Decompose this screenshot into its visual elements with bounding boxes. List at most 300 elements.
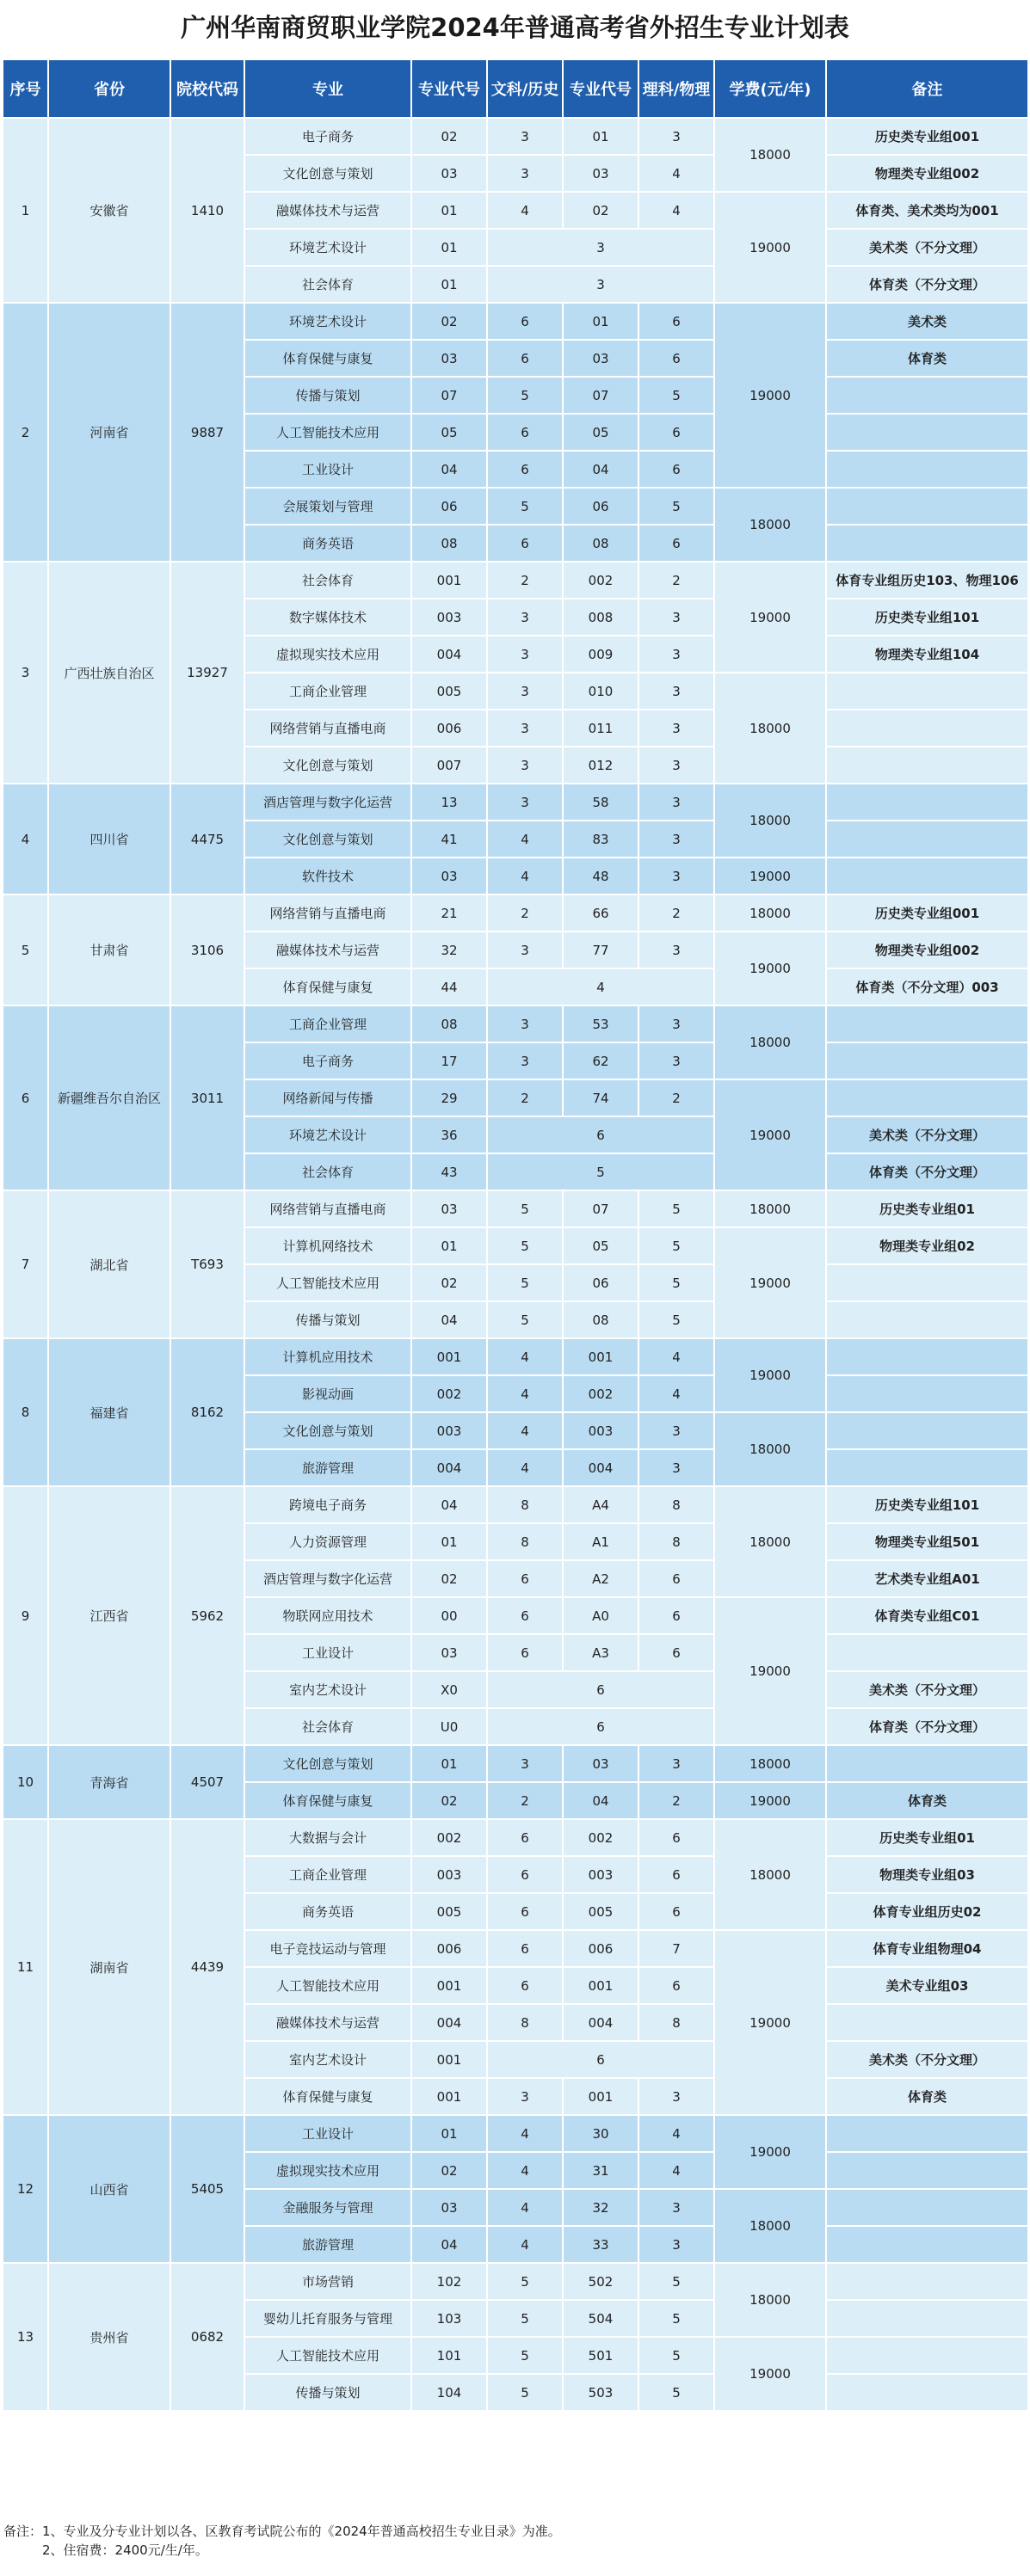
history-plan-cell: 4: [487, 2226, 563, 2263]
history-plan-cell: 3: [487, 784, 563, 821]
history-plan-cell: 6: [487, 1819, 563, 1856]
history-plan-cell: 3: [487, 673, 563, 710]
school-code-cell: 4439: [170, 1819, 244, 2115]
tuition-cell: 18000: [714, 1486, 826, 1597]
major-code-cell: 04: [411, 1486, 487, 1523]
plan-code-cell: 502: [563, 2263, 638, 2300]
major-cell: 人工智能技术应用: [244, 1967, 411, 2004]
note-cell: [826, 858, 1028, 895]
tuition-cell: 19000: [714, 1782, 826, 1819]
note-cell: [826, 1338, 1028, 1375]
physics-plan-cell: 2: [638, 895, 714, 931]
major-cell: 体育保健与康复: [244, 2078, 411, 2115]
major-cell: 计算机网络技术: [244, 1227, 411, 1264]
tuition-cell: 19000: [714, 1338, 826, 1412]
major-cell: 电子竞技运动与管理: [244, 1930, 411, 1967]
note-cell: 体育类（不分文理）003: [826, 968, 1028, 1005]
province-cell: 湖北省: [48, 1190, 170, 1338]
note-cell: 历史类专业组01: [826, 1190, 1028, 1227]
history-plan-cell: 6: [487, 1930, 563, 1967]
physics-plan-cell: 4: [638, 155, 714, 192]
major-code-cell: 005: [411, 673, 487, 710]
history-plan-cell: 5: [487, 1227, 563, 1264]
major-cell: 旅游管理: [244, 1449, 411, 1486]
plan-code-cell: 501: [563, 2337, 638, 2374]
plan-code-cell: 010: [563, 673, 638, 710]
major-cell: 社会体育: [244, 1153, 411, 1190]
history-plan-cell: 4: [487, 2152, 563, 2189]
seq-cell: 7: [3, 1190, 48, 1338]
major-code-cell: 101: [411, 2337, 487, 2374]
table-row: [3, 303, 1028, 340]
physics-plan-cell: 6: [638, 1967, 714, 2004]
table-row: [3, 784, 1028, 821]
major-code-cell: 43: [411, 1153, 487, 1190]
tuition-cell: 19000: [714, 1079, 826, 1190]
plan-code-cell: 004: [563, 1449, 638, 1486]
history-plan-cell: 3: [487, 155, 563, 192]
plan-code-cell: 03: [563, 1745, 638, 1782]
major-cell: 婴幼儿托育服务与管理: [244, 2300, 411, 2337]
major-code-cell: 03: [411, 1190, 487, 1227]
note-cell: [826, 488, 1028, 525]
combined-plan-cell: 5: [487, 1153, 714, 1190]
school-code-cell: 4507: [170, 1745, 244, 1819]
major-code-cell: 08: [411, 1005, 487, 1042]
major-code-cell: 41: [411, 821, 487, 858]
major-cell: 工商企业管理: [244, 1856, 411, 1893]
plan-code-cell: 58: [563, 784, 638, 821]
major-cell: 旅游管理: [244, 2226, 411, 2263]
plan-code-cell: 001: [563, 1338, 638, 1375]
note-cell: 历史类专业组101: [826, 1486, 1028, 1523]
plan-code-cell: 006: [563, 1930, 638, 1967]
tuition-cell: 19000: [714, 303, 826, 488]
plan-code-cell: 53: [563, 1005, 638, 1042]
major-cell: 计算机应用技术: [244, 1338, 411, 1375]
major-cell: 网络新闻与传播: [244, 1079, 411, 1116]
physics-plan-cell: 5: [638, 488, 714, 525]
note-cell: 物理类专业组02: [826, 1227, 1028, 1264]
plan-code-cell: 005: [563, 1893, 638, 1930]
tuition-cell: 18000: [714, 673, 826, 784]
plan-code-cell: 06: [563, 1264, 638, 1301]
plan-code-cell: 31: [563, 2152, 638, 2189]
plan-code-cell: A1: [563, 1523, 638, 1560]
major-cell: 体育保健与康复: [244, 1782, 411, 1819]
plan-code-cell: 003: [563, 1412, 638, 1449]
major-code-cell: 05: [411, 414, 487, 451]
note-cell: [826, 1634, 1028, 1671]
school-code-cell: 5962: [170, 1486, 244, 1745]
table-body: [3, 118, 1028, 2411]
note-cell: [826, 1375, 1028, 1412]
history-plan-cell: 5: [487, 377, 563, 414]
major-cell: 影视动画: [244, 1375, 411, 1412]
province-cell: 湖南省: [48, 1819, 170, 2115]
major-cell: 融媒体技术与运营: [244, 931, 411, 968]
note-cell: 历史类专业组001: [826, 895, 1028, 931]
plan-code-cell: 83: [563, 821, 638, 858]
header-school-code: 院校代码: [170, 59, 244, 118]
note-cell: 体育类: [826, 1782, 1028, 1819]
major-code-cell: 02: [411, 118, 487, 155]
major-code-cell: 004: [411, 636, 487, 673]
plan-code-cell: 62: [563, 1042, 638, 1079]
province-cell: 福建省: [48, 1338, 170, 1486]
plan-code-cell: 07: [563, 377, 638, 414]
physics-plan-cell: 5: [638, 1301, 714, 1338]
plan-code-cell: 03: [563, 340, 638, 377]
note-cell: [826, 1264, 1028, 1301]
plan-code-cell: 08: [563, 525, 638, 562]
physics-plan-cell: 3: [638, 1005, 714, 1042]
combined-plan-cell: 3: [487, 266, 714, 303]
history-plan-cell: 6: [487, 303, 563, 340]
tuition-cell: 19000: [714, 858, 826, 895]
major-cell: 数字媒体技术: [244, 599, 411, 636]
table-row: [3, 2263, 1028, 2300]
history-plan-cell: 3: [487, 2078, 563, 2115]
header-seq: 序号: [3, 59, 48, 118]
history-plan-cell: 4: [487, 2189, 563, 2226]
physics-plan-cell: 8: [638, 1523, 714, 1560]
major-cell: 商务英语: [244, 525, 411, 562]
school-code-cell: 5405: [170, 2115, 244, 2263]
header-physics-plan: 理科/物理: [638, 59, 714, 118]
table-row: [3, 562, 1028, 599]
note-cell: [826, 2152, 1028, 2189]
history-plan-cell: 5: [487, 1264, 563, 1301]
physics-plan-cell: 6: [638, 1856, 714, 1893]
major-code-cell: 01: [411, 1523, 487, 1560]
major-cell: 工业设计: [244, 451, 411, 488]
physics-plan-cell: 5: [638, 1227, 714, 1264]
major-cell: 人工智能技术应用: [244, 1264, 411, 1301]
table-row: [3, 2115, 1028, 2152]
school-code-cell: 3011: [170, 1005, 244, 1190]
plan-code-cell: 74: [563, 1079, 638, 1116]
major-cell: 电子商务: [244, 118, 411, 155]
tuition-cell: 18000: [714, 2263, 826, 2337]
seq-cell: 4: [3, 784, 48, 895]
history-plan-cell: 5: [487, 1190, 563, 1227]
tuition-cell: 19000: [714, 2337, 826, 2411]
major-code-cell: U0: [411, 1708, 487, 1745]
plan-code-cell: 011: [563, 710, 638, 747]
footnote-line-2: 2、住宿费：2400元/生/年。: [42, 2542, 208, 2558]
combined-plan-cell: 6: [487, 2041, 714, 2078]
province-cell: 河南省: [48, 303, 170, 562]
history-plan-cell: 5: [487, 2374, 563, 2411]
history-plan-cell: 5: [487, 2337, 563, 2374]
history-plan-cell: 2: [487, 562, 563, 599]
major-code-cell: 006: [411, 1930, 487, 1967]
history-plan-cell: 6: [487, 1856, 563, 1893]
history-plan-cell: 4: [487, 1449, 563, 1486]
major-code-cell: 005: [411, 1893, 487, 1930]
physics-plan-cell: 6: [638, 1893, 714, 1930]
history-plan-cell: 6: [487, 1560, 563, 1597]
enrollment-plan-table: [2, 58, 1029, 2412]
province-cell: 青海省: [48, 1745, 170, 1819]
major-code-cell: 01: [411, 266, 487, 303]
seq-cell: 9: [3, 1486, 48, 1745]
major-cell: 商务英语: [244, 1893, 411, 1930]
physics-plan-cell: 4: [638, 1338, 714, 1375]
physics-plan-cell: 5: [638, 2374, 714, 2411]
plan-code-cell: 05: [563, 414, 638, 451]
history-plan-cell: 4: [487, 192, 563, 229]
history-plan-cell: 4: [487, 1412, 563, 1449]
history-plan-cell: 3: [487, 710, 563, 747]
physics-plan-cell: 3: [638, 599, 714, 636]
plan-code-cell: 03: [563, 155, 638, 192]
table-row: [3, 118, 1028, 155]
school-code-cell: 3106: [170, 895, 244, 1005]
major-code-cell: 13: [411, 784, 487, 821]
major-code-cell: 44: [411, 968, 487, 1005]
school-code-cell: 0682: [170, 2263, 244, 2411]
note-cell: [826, 2226, 1028, 2263]
note-cell: 体育专业组历史02: [826, 1893, 1028, 1930]
major-code-cell: 001: [411, 2041, 487, 2078]
province-cell: 贵州省: [48, 2263, 170, 2411]
plan-code-cell: A2: [563, 1560, 638, 1597]
seq-cell: 13: [3, 2263, 48, 2411]
physics-plan-cell: 3: [638, 2189, 714, 2226]
major-code-cell: 02: [411, 1264, 487, 1301]
major-cell: 跨境电子商务: [244, 1486, 411, 1523]
physics-plan-cell: 4: [638, 2152, 714, 2189]
plan-code-cell: 503: [563, 2374, 638, 2411]
physics-plan-cell: 3: [638, 1412, 714, 1449]
major-cell: 网络营销与直播电商: [244, 710, 411, 747]
history-plan-cell: 3: [487, 1005, 563, 1042]
note-cell: [826, 1301, 1028, 1338]
school-code-cell: 9887: [170, 303, 244, 562]
plan-code-cell: 01: [563, 118, 638, 155]
table-row: [3, 1190, 1028, 1227]
table-row: [3, 1486, 1028, 1523]
province-cell: 甘肃省: [48, 895, 170, 1005]
header-row: [3, 59, 1028, 118]
major-cell: 体育保健与康复: [244, 968, 411, 1005]
plan-code-cell: 08: [563, 1301, 638, 1338]
major-cell: 金融服务与管理: [244, 2189, 411, 2226]
plan-code-cell: 30: [563, 2115, 638, 2152]
note-cell: 艺术类专业组A01: [826, 1560, 1028, 1597]
major-code-cell: 03: [411, 1634, 487, 1671]
physics-plan-cell: 2: [638, 1079, 714, 1116]
note-cell: [826, 2300, 1028, 2337]
major-code-cell: 36: [411, 1116, 487, 1153]
major-cell: 会展策划与管理: [244, 488, 411, 525]
history-plan-cell: 6: [487, 1597, 563, 1634]
physics-plan-cell: 6: [638, 1634, 714, 1671]
history-plan-cell: 8: [487, 2004, 563, 2041]
history-plan-cell: 2: [487, 1079, 563, 1116]
major-cell: 传播与策划: [244, 2374, 411, 2411]
physics-plan-cell: 3: [638, 1042, 714, 1079]
major-cell: 环境艺术设计: [244, 303, 411, 340]
header-history-plan: 文科/历史: [487, 59, 563, 118]
note-cell: [826, 2337, 1028, 2374]
province-cell: 江西省: [48, 1486, 170, 1745]
tuition-cell: 19000: [714, 1930, 826, 2115]
major-code-cell: 01: [411, 1745, 487, 1782]
tuition-cell: 18000: [714, 1412, 826, 1486]
plan-code-cell: 07: [563, 1190, 638, 1227]
history-plan-cell: 6: [487, 1893, 563, 1930]
plan-code-cell: 002: [563, 1375, 638, 1412]
seq-cell: 11: [3, 1819, 48, 2115]
plan-code-cell: 001: [563, 1967, 638, 2004]
seq-cell: 1: [3, 118, 48, 303]
seq-cell: 12: [3, 2115, 48, 2263]
major-cell: 社会体育: [244, 266, 411, 303]
major-cell: 人力资源管理: [244, 1523, 411, 1560]
tuition-cell: 19000: [714, 192, 826, 303]
history-plan-cell: 6: [487, 525, 563, 562]
province-cell: 安徽省: [48, 118, 170, 303]
major-cell: 电子商务: [244, 1042, 411, 1079]
major-cell: 软件技术: [244, 858, 411, 895]
major-code-cell: 102: [411, 2263, 487, 2300]
history-plan-cell: 6: [487, 1634, 563, 1671]
note-cell: 体育类: [826, 2078, 1028, 2115]
plan-code-cell: 66: [563, 895, 638, 931]
school-code-cell: 8162: [170, 1338, 244, 1486]
major-cell: 文化创意与策划: [244, 155, 411, 192]
major-code-cell: 06: [411, 488, 487, 525]
major-code-cell: 02: [411, 303, 487, 340]
major-code-cell: 01: [411, 192, 487, 229]
plan-code-cell: 004: [563, 2004, 638, 2041]
history-plan-cell: 5: [487, 2263, 563, 2300]
note-cell: [826, 673, 1028, 710]
history-plan-cell: 3: [487, 1042, 563, 1079]
combined-plan-cell: 3: [487, 229, 714, 266]
footnote-line-1: 备注：1、专业及分专业计划以各、区教育考试院公布的《2024年普通高校招生专业目录》为准。: [3, 2524, 561, 2539]
history-plan-cell: 4: [487, 1338, 563, 1375]
seq-cell: 2: [3, 303, 48, 562]
history-plan-cell: 3: [487, 747, 563, 784]
major-cell: 文化创意与策划: [244, 747, 411, 784]
major-code-cell: 07: [411, 377, 487, 414]
major-code-cell: 01: [411, 229, 487, 266]
note-cell: 美术类（不分文理）: [826, 2041, 1028, 2078]
major-cell: 社会体育: [244, 1708, 411, 1745]
history-plan-cell: 6: [487, 340, 563, 377]
note-cell: [826, 2115, 1028, 2152]
note-cell: 体育专业组物理04: [826, 1930, 1028, 1967]
major-code-cell: 04: [411, 1301, 487, 1338]
province-cell: 广西壮族自治区: [48, 562, 170, 784]
plan-code-cell: 009: [563, 636, 638, 673]
note-cell: [826, 1079, 1028, 1116]
history-plan-cell: 2: [487, 1782, 563, 1819]
tuition-cell: 19000: [714, 1597, 826, 1745]
combined-plan-cell: 6: [487, 1671, 714, 1708]
physics-plan-cell: 6: [638, 303, 714, 340]
header-province: 省份: [48, 59, 170, 118]
province-cell: 四川省: [48, 784, 170, 895]
plan-code-cell: A4: [563, 1486, 638, 1523]
major-cell: 社会体育: [244, 562, 411, 599]
seq-cell: 5: [3, 895, 48, 1005]
major-cell: 酒店管理与数字化运营: [244, 784, 411, 821]
physics-plan-cell: 3: [638, 931, 714, 968]
table-row: [3, 895, 1028, 931]
seq-cell: 3: [3, 562, 48, 784]
physics-plan-cell: 5: [638, 2300, 714, 2337]
note-cell: [826, 1005, 1028, 1042]
plan-code-cell: 002: [563, 1819, 638, 1856]
physics-plan-cell: 5: [638, 1264, 714, 1301]
tuition-cell: 19000: [714, 2115, 826, 2189]
major-code-cell: 01: [411, 2115, 487, 2152]
major-cell: 虚拟现实技术应用: [244, 636, 411, 673]
table-row: [3, 1338, 1028, 1375]
major-code-cell: 003: [411, 599, 487, 636]
note-cell: [826, 784, 1028, 821]
history-plan-cell: 8: [487, 1486, 563, 1523]
tuition-cell: 18000: [714, 488, 826, 562]
seq-cell: 6: [3, 1005, 48, 1190]
seq-cell: 8: [3, 1338, 48, 1486]
major-cell: 物联网应用技术: [244, 1597, 411, 1634]
major-cell: 人工智能技术应用: [244, 2337, 411, 2374]
physics-plan-cell: 3: [638, 858, 714, 895]
major-cell: 环境艺术设计: [244, 229, 411, 266]
major-code-cell: 29: [411, 1079, 487, 1116]
history-plan-cell: 3: [487, 931, 563, 968]
physics-plan-cell: 5: [638, 2263, 714, 2300]
note-cell: 体育类: [826, 340, 1028, 377]
major-code-cell: 03: [411, 340, 487, 377]
major-code-cell: 002: [411, 1819, 487, 1856]
major-code-cell: 03: [411, 858, 487, 895]
major-cell: 传播与策划: [244, 1301, 411, 1338]
history-plan-cell: 5: [487, 2300, 563, 2337]
history-plan-cell: 8: [487, 1523, 563, 1560]
physics-plan-cell: 8: [638, 2004, 714, 2041]
physics-plan-cell: 6: [638, 1819, 714, 1856]
note-cell: [826, 2004, 1028, 2041]
note-cell: 历史类专业组001: [826, 118, 1028, 155]
note-cell: [826, 1412, 1028, 1449]
major-cell: 文化创意与策划: [244, 1412, 411, 1449]
major-code-cell: 01: [411, 1227, 487, 1264]
header-notes: 备注: [826, 59, 1028, 118]
major-cell: 室内艺术设计: [244, 2041, 411, 2078]
province-cell: 山西省: [48, 2115, 170, 2263]
header-major: 专业: [244, 59, 411, 118]
plan-code-cell: 04: [563, 451, 638, 488]
tuition-cell: 19000: [714, 931, 826, 1005]
physics-plan-cell: 4: [638, 1375, 714, 1412]
major-cell: 传播与策划: [244, 377, 411, 414]
note-cell: 美术专业组03: [826, 1967, 1028, 2004]
major-code-cell: 003: [411, 1856, 487, 1893]
major-code-cell: 001: [411, 1338, 487, 1375]
major-code-cell: 08: [411, 525, 487, 562]
note-cell: 体育专业组历史103、物理106: [826, 562, 1028, 599]
major-cell: 工业设计: [244, 2115, 411, 2152]
combined-plan-cell: 6: [487, 1708, 714, 1745]
seq-cell: 10: [3, 1745, 48, 1819]
